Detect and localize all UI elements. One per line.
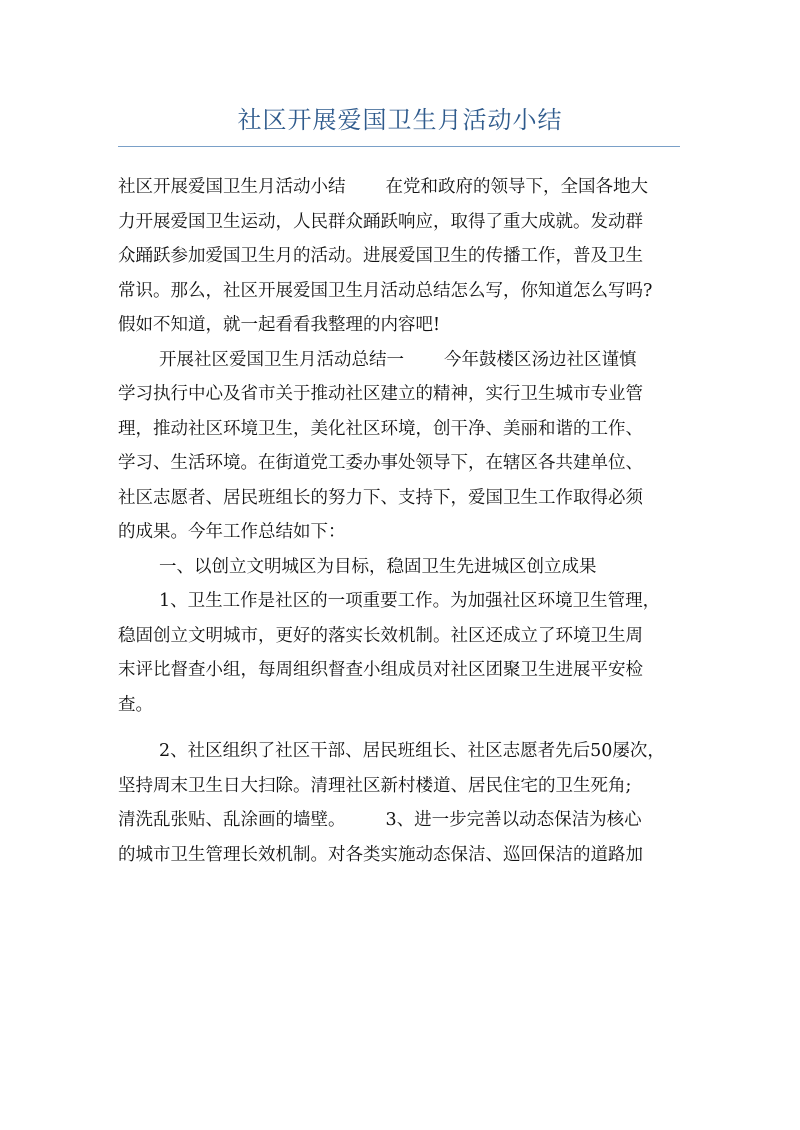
text-line: 查。: [118, 694, 153, 715]
text-line: 1、卫生工作是社区的一项重要工作。为加强社区环境卫生管理，: [159, 591, 661, 611]
text-line: [118, 343, 684, 378]
section-heading: [118, 550, 684, 585]
text-line: 理，推动社区环境卫生，美化社区环境，创干净、美丽和谐的工作、: [118, 418, 643, 439]
paragraph-item-2: [118, 734, 684, 872]
text-line: 力开展爱国卫生运动，人民群众踊跃响应，取得了重大成就。发动群: [118, 211, 643, 232]
text-segment: 清洗乱张贴、乱涂画的墙壁。: [118, 810, 346, 830]
text-line: 常识。那么，社区开展爱国卫生月活动总结怎么写，你知道怎么写吗?: [118, 280, 653, 301]
title-divider: [118, 146, 680, 147]
paragraph-intro: [118, 170, 684, 343]
inline-heading: 开展社区爱国卫生月活动总结一: [159, 349, 404, 370]
text-line: 的成果。今年工作总结如下：: [118, 522, 346, 542]
text-line: [118, 170, 684, 205]
text-segment: 3、进一步完善以动态保洁为核心: [385, 810, 642, 830]
text-line: 稳固创立文明城市，更好的落实长效机制。社区还成立了环境卫生周: [118, 625, 643, 646]
inline-heading: 社区开展爱国卫生月活动小结: [118, 177, 346, 197]
text-line: [118, 803, 684, 838]
text-line: 假如不知道，就一起看看我整理的内容吧!: [118, 315, 441, 335]
text-line: 坚持周末卫生日大扫除。清理社区新村楼道、居民住宅的卫生死角;: [118, 775, 632, 796]
text-line: 一、以创立文明城区为目标，稳固卫生先进城区创立成果: [159, 556, 597, 577]
text-segment: 今年鼓楼区汤边社区谨慎: [444, 349, 637, 370]
text-line: 2、社区组织了社区干部、居民班组长、社区志愿者先后50屡次，: [159, 741, 665, 761]
paragraph-summary-one: [118, 343, 684, 550]
text-line: 社区志愿者、居民班组长的努力下、支持下，爱国卫生工作取得必须: [118, 487, 643, 508]
text-line: 末评比督查小组，每周组织督查小组成员对社区团聚卫生进展平安检: [118, 660, 643, 680]
text-line: 的城市卫生管理长效机制。对各类实施动态保洁、巡回保洁的道路加: [118, 844, 643, 865]
document-body: [118, 170, 684, 872]
text-segment: 在党和政府的领导下，全国各地大: [385, 177, 648, 197]
document-title: 社区开展爱国卫生月活动小结: [237, 106, 563, 134]
text-line: 学习、生活环境。在街道党工委办事处领导下，在辖区各共建单位、: [118, 453, 643, 473]
text-line: 众踊跃参加爱国卫生月的活动。进展爱国卫生的传播工作，普及卫生: [118, 246, 643, 266]
text-line: 学习执行中心及省市关于推动社区建立的精神，实行卫生城市专业管: [118, 384, 643, 404]
paragraph-item-1: [118, 584, 684, 722]
